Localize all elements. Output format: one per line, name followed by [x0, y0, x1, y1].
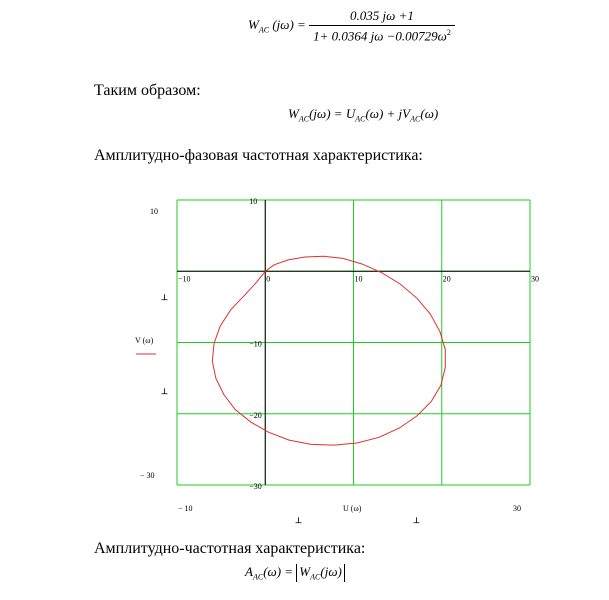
text-afch-heading: Амплитудно-фазовая частотная характеристика:: [94, 147, 423, 164]
formula1-arg: (jω) =: [272, 17, 306, 33]
text-thus: Таким образом:: [94, 82, 201, 99]
nyquist-plot: [0, 180, 609, 540]
y-outer-tick-bottom: − 30: [140, 471, 155, 480]
formula3-abs: [296, 564, 345, 582]
x-inner-tick-label: 0: [266, 274, 271, 284]
formula3-a-arg: (ω) =: [263, 564, 294, 579]
y-outer-tick-top: 10: [150, 207, 158, 216]
amplitude-formula: [245, 564, 345, 582]
formula1-w: W: [248, 17, 259, 33]
x-inner-tick-label: 30: [531, 274, 539, 284]
formula3-a-sub: AC: [252, 572, 264, 582]
y-inner-tick-label: −10: [249, 339, 262, 349]
y-axis-label: V (ω): [135, 336, 154, 345]
formula3-w-sub: AC: [310, 572, 321, 582]
marker-y-lower: ⊥: [161, 387, 168, 396]
formula3-w: W: [299, 564, 311, 579]
plot-inner-ticks: [178, 197, 539, 491]
formula2-v-arg: (ω): [420, 106, 439, 121]
formula1-numerator: 0.035 jω +1: [350, 8, 414, 23]
y-inner-tick-label: −30: [249, 482, 262, 491]
formula2-w-arg: (jω) =: [309, 106, 343, 121]
nyquist-curve: [212, 256, 445, 445]
x-inner-tick-label: 20: [442, 274, 451, 284]
x-outer-tick-right: 30: [513, 504, 521, 513]
marker-x-right: ⊥: [413, 516, 420, 525]
formula2-u-sub: AC: [355, 114, 366, 124]
formula1-power: 2: [446, 28, 451, 37]
formula2-v: V: [402, 106, 411, 121]
formula3-a: A: [245, 564, 253, 579]
formula2-w-sub: AC: [298, 114, 310, 124]
formula1-w-sub: AC: [258, 25, 270, 35]
formula2-w: W: [288, 106, 299, 121]
x-inner-tick-label: −10: [178, 274, 191, 284]
formula1-fraction: [309, 8, 455, 44]
formula2-u: U: [345, 106, 356, 121]
formula2-u-arg: (ω) + j: [365, 106, 403, 121]
text-ach-heading: Амплитудно-частотная характеристика:: [94, 540, 366, 557]
x-outer-tick-left: − 10: [178, 504, 193, 513]
plot-curve: [212, 256, 445, 445]
x-inner-tick-label: 10: [354, 274, 363, 284]
plot-grid: [177, 200, 530, 485]
y-inner-tick-label: 10: [249, 197, 258, 206]
marker-x-left: ⊥: [295, 516, 302, 525]
marker-y-upper: ⊥: [161, 293, 168, 302]
formula3-w-arg: (jω): [320, 564, 342, 579]
formula2-v-sub: AC: [410, 114, 421, 124]
complex-decomposition-formula: [288, 106, 438, 124]
x-axis-label: U (ω): [343, 504, 362, 513]
formula1-denominator: 1+ 0.0364 jω −0.00729ω: [313, 28, 447, 44]
transfer-function-formula: [248, 8, 455, 44]
y-inner-tick-label: −20: [249, 410, 262, 420]
